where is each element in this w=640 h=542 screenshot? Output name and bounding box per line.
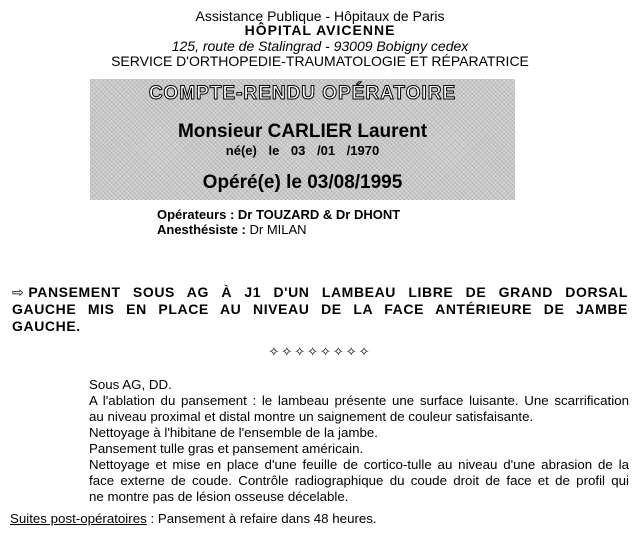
body-line: Nettoyage à l'hibitane de l'ensemble de la jambe. — [89, 425, 378, 440]
patient-name: Monsieur CARLIER Laurent — [177, 121, 428, 142]
post-op-line — [10, 511, 377, 526]
birth-date: né(e) le 03 /01 /1970 — [225, 143, 380, 158]
procedure-line-1 — [12, 284, 628, 301]
institution-name: Assistance Publique - Hôpitaux de Paris — [195, 8, 445, 24]
post-op-label: Suites post-opératoires — [10, 511, 147, 526]
procedure-line-1-text: PANSEMENT SOUS AG À J1 D'UN LAMBEAU LIBRE DE GRAND DORSAL — [28, 284, 628, 300]
arrow-right-icon: ⇨ — [12, 284, 25, 300]
body-line: Sous AG, DD. — [89, 377, 172, 392]
report-title: COMPTE-RENDU OPÉRATOIRE — [148, 83, 457, 104]
body-line: ne montre pas de lésion osseuse décelable. — [89, 489, 349, 504]
report-body — [89, 377, 629, 505]
report-header-box — [90, 79, 515, 200]
hospital-name: HÔPITAL AVICENNE — [244, 22, 396, 38]
anesthetist-label: Anesthésiste : — [157, 222, 250, 237]
body-line: au niveau proximal et distal montre un saignement de couleur satisfaisante. — [89, 409, 534, 424]
body-line: face externe de coude. Contrôle radiographique du coude droit de face et de profil qui — [89, 473, 629, 488]
operators-label: Opérateurs : — [157, 207, 238, 222]
procedure-title — [12, 284, 628, 335]
body-line: Nettoyage et mise en place d'une feuille de cortico-tulle au niveau d'une abrasion de la — [89, 457, 629, 472]
operation-date: Opéré(e) le 03/08/1995 — [202, 172, 403, 193]
procedure-line-3: GAUCHE. — [12, 318, 81, 334]
service-name: SERVICE D'ORTHOPEDIE-TRAUMATOLOGIE ET RÉPARATRICE — [111, 53, 529, 69]
body-line: Pansement tulle gras et pansement américain. — [89, 441, 364, 456]
hospital-address: 125, route de Stalingrad - 93009 Bobigny cedex — [171, 38, 469, 54]
body-line: A l'ablation du pansement : le lambeau présente une surface luisante. Une scarrification — [89, 393, 629, 408]
post-op-text: : Pansement à refaire dans 48 heures. — [146, 511, 377, 526]
operators-value: Dr TOUZARD & Dr DHONT — [237, 207, 401, 222]
diamond-separator-icon: ✧✧✧✧✧✧✧✧ — [268, 344, 372, 359]
anesthetist-value: Dr MILAN — [249, 222, 307, 237]
operators-line — [157, 207, 400, 222]
anesthetist-line — [157, 222, 307, 237]
procedure-line-2: GAUCHE MIS EN PLACE AU NIVEAU DE LA FACE ANTÉRIEURE DE JAMBE — [12, 301, 628, 317]
